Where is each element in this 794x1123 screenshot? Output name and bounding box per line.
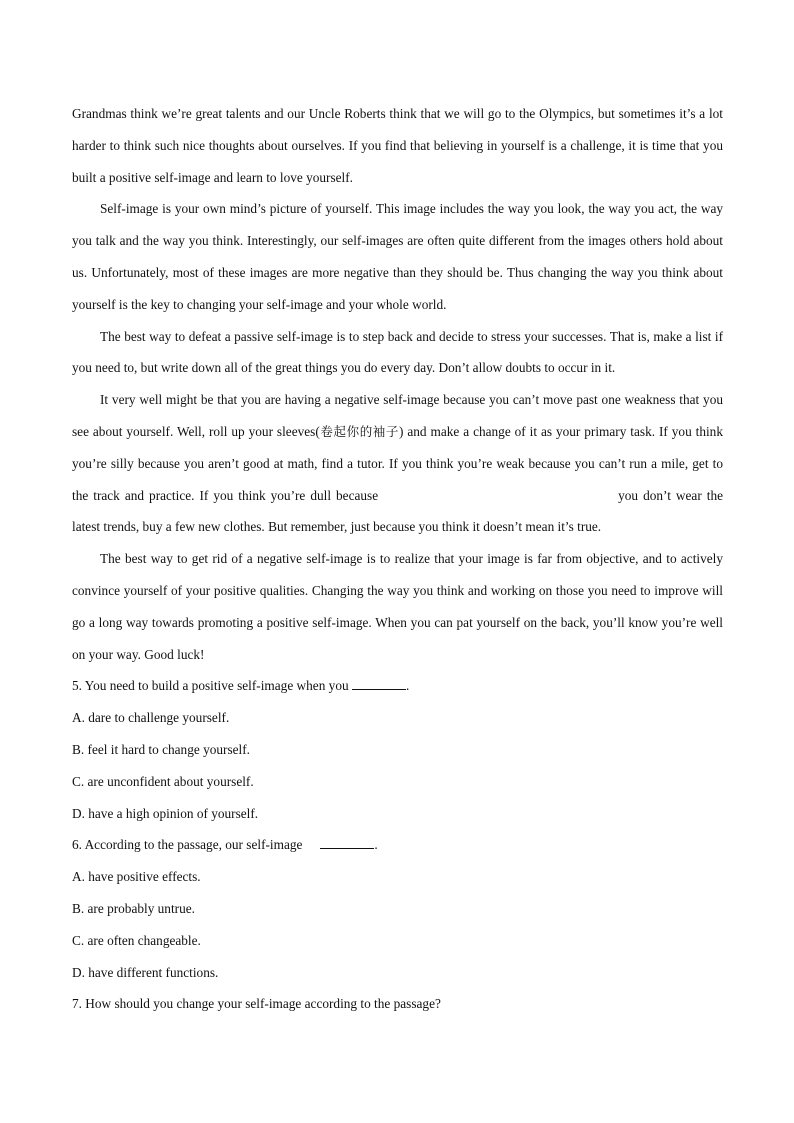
- answer-blank[interactable]: [320, 836, 374, 849]
- option-d[interactable]: D. have a high opinion of yourself.: [72, 805, 259, 821]
- passage-paragraph-3: The best way to defeat a passive self-image is to step back and decide to stress your successes. That is, make a list if you need to, but write down all of the great things you do every day. Don’t allow doubts to occur in it.: [72, 328, 723, 376]
- option-c[interactable]: C. are unconfident about yourself.: [72, 773, 254, 789]
- question-6-stem-end: .: [374, 837, 378, 853]
- answer-blank[interactable]: [352, 677, 406, 690]
- passage-paragraph-4: [72, 384, 723, 543]
- passage-paragraph-5: The best way to get rid of a negative self-image is to realize that your image is far from objective, and to actively convince yourself of your positive qualities. Changing the way you think and working on those you need to improve will go a long way towards promoting a positive self-image. When you can pat yourself on the back, you’ll know you’re well on your way. Good luck!: [72, 551, 723, 662]
- question-6-stem: 6. According to the passage, our self-image: [72, 837, 303, 853]
- chinese-gloss: 卷起你的袖子: [319, 423, 400, 439]
- paragraph-4-part-3: you don’t wear the latest trends, buy a few new clothes. But remember, just because you think it doesn’t mean it’s true.: [72, 487, 724, 535]
- question-6: [72, 829, 723, 988]
- question-5-stem-end: .: [405, 678, 410, 694]
- question-5: [72, 670, 723, 829]
- option-b[interactable]: B. feel it hard to change yourself.: [72, 741, 250, 757]
- question-7: [72, 988, 723, 1020]
- passage-paragraph-2: Self-image is your own mind’s picture of yourself. This image includes the way you look, the way you act, the way you talk and the way you think. Interestingly, our self-images are often quite different from the images others hold about us. Unfortunately, most of these images are more negative than they should be. Thus changing the way you think about yourself is the key to changing your self-image and your whole world.: [72, 201, 723, 312]
- passage-paragraph-1: Grandmas think we’re great talents and our Uncle Roberts think that we will go to the Olympics, but sometimes it’s a lot harder to think such nice thoughts about ourselves. If you find that believing in yourself is a challenge, it is time that you built a positive self-image and learn to love yourself.: [72, 106, 723, 185]
- option-a[interactable]: A. dare to challenge yourself.: [72, 710, 230, 726]
- option-d[interactable]: D. have different functions.: [72, 964, 219, 980]
- option-a[interactable]: A. have positive effects.: [72, 869, 201, 885]
- paragraph-4-part-1: It very well might be that you are having a negative self-image because you can’t move past one weakness that you see about yourself. Well, roll up your sleeves(: [72, 392, 723, 439]
- question-5-stem: 5. You need to build a positive self-image when you: [72, 678, 349, 694]
- paragraph-4-part-2: ) and make a change of it as your primary task. If you think you’re silly because you aren’t good at math, find a tutor. If you think you’re weak because you can’t run a mile, get to the track and practice. If you think you’re dull because: [72, 423, 723, 503]
- question-stem: [72, 670, 723, 702]
- option-c[interactable]: C. are often changeable.: [72, 932, 201, 948]
- question-stem: [72, 829, 723, 861]
- question-7-stem: 7. How should you change your self-image according to the passage?: [72, 996, 441, 1012]
- option-b[interactable]: B. are probably untrue.: [72, 900, 195, 916]
- document-page: [72, 98, 723, 1020]
